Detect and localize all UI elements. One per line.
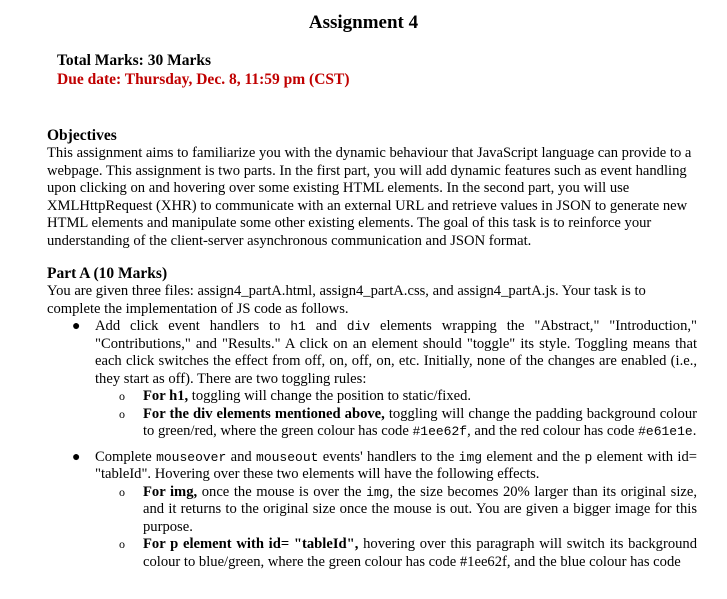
list-item: o For h1, toggling will change the position to static/fixed. [119, 388, 472, 404]
objectives-heading: Objectives [47, 127, 117, 144]
list-item: o For p element with id= "tableId", hovering over this paragraph will switch its background colour to blue/green, where the green colour has code #1ee62f, and the blue colour has code [119, 536, 698, 570]
total-marks: Total Marks: 30 Marks [57, 52, 211, 69]
list-item: ● Complete mouseover and mouseout events' handlers to the img element and the p element with id= "tableId". Hovering over these two elements will have the following effects. [72, 448, 697, 482]
list-item: o For the div elements mentioned above, toggling will change the padding background colour to green/red, where the green colour has code #1ee62f, and the red colour has code #e61e1e. [119, 405, 697, 439]
circle-bullet-icon: o [119, 537, 125, 551]
list-item: ● Add click event handlers to h1 and div elements wrapping the "Abstract," "Introduction," "Contributions," and "Results." A click on an element should "toggle" its style. Toggling means that each click switches the effect from off, on, off, on, etc. Initially, none of the changes are enabled (i.e., they start as off). There are two toggling rules: [72, 318, 697, 387]
objectives-section [47, 127, 697, 250]
circle-bullet-icon: o [119, 406, 125, 421]
objectives-text: This assignment aims to familiarize you with the dynamic behaviour that JavaScript language can provide to a webpage. This assignment is two parts. In the first part, you will add dynamic features such as event handling upon clicking on and hovering over some existing HTML elements. In the second part, you will use XMLHttpRequest (XHR) to communicate with an external URL and retrieve values in JSON to generate new HTML elements and manipulate some other existing elements. The goal of this task is to reinforce your understanding of the client-server asynchronous communication and JSON format. [47, 145, 692, 249]
circle-bullet-icon: o [119, 484, 125, 499]
bullet-icon: ● [72, 319, 81, 334]
circle-bullet-icon: o [119, 389, 125, 403]
part-a-intro: You are given three files: assign4_partA.html, assign4_partA.css, and assign4_partA.js. Your task is to complete the implementation of JS code as follows. [47, 283, 646, 317]
document-title: Assignment 4 [308, 12, 419, 33]
bullet-icon: ● [72, 449, 81, 465]
list-item: o For img, once the mouse is over the img, the size becomes 20% larger than its original size, and it returns to the original size once the mouse is out. You are given a bigger image for this purpose. [119, 483, 698, 535]
part-a-bullets [47, 318, 697, 571]
due-date: Due date: Thursday, Dec. 8, 11:59 pm (CST) [57, 71, 350, 88]
part-a-heading: Part A (10 Marks) [47, 265, 168, 282]
part-a-section [47, 265, 697, 318]
